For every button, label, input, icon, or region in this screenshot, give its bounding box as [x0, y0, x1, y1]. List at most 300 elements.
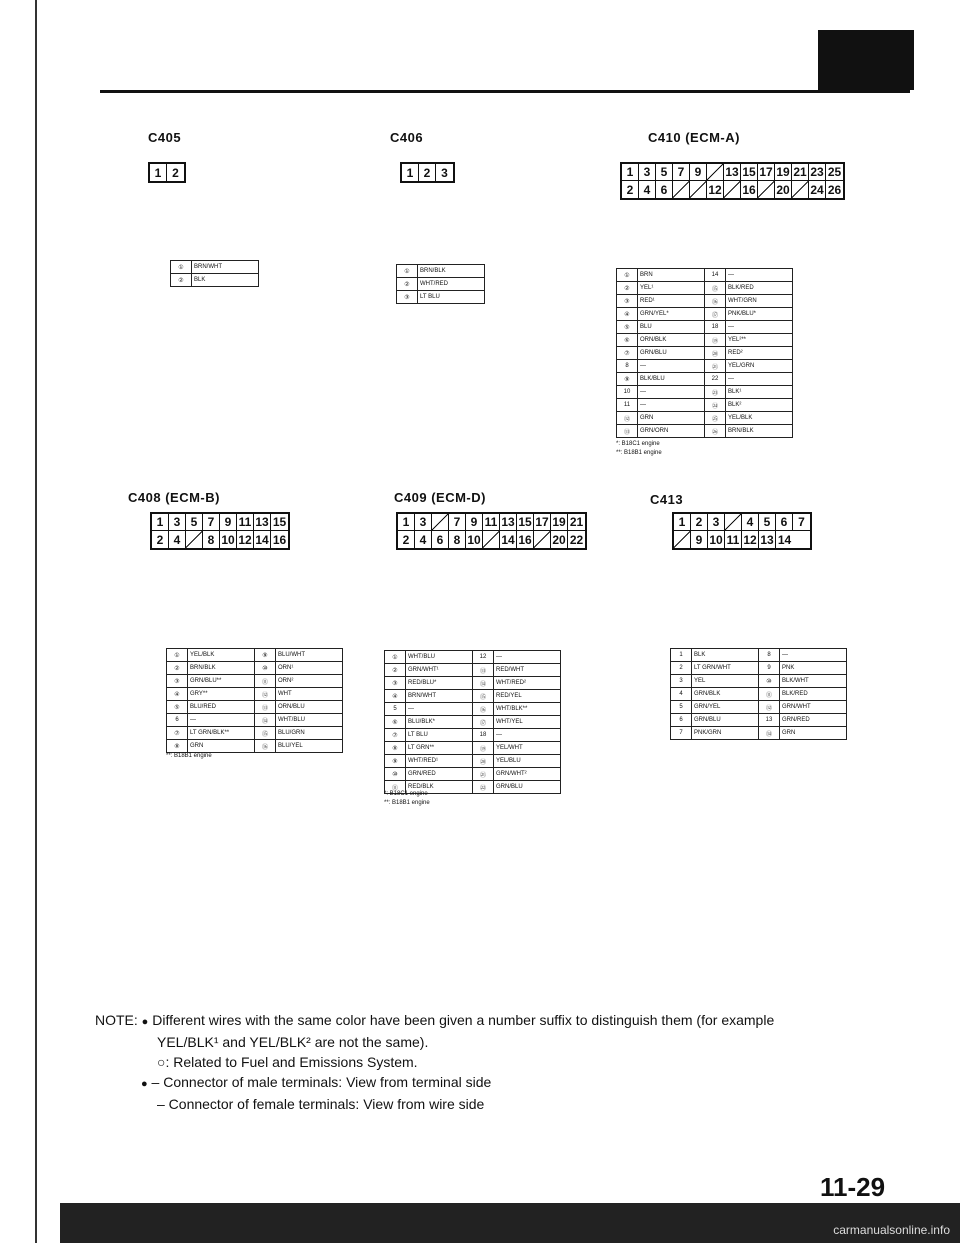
wire-color: PNK/BLU* — [726, 308, 793, 321]
wire-color: RED² — [726, 347, 793, 360]
table-row — [385, 755, 561, 768]
wire-color: WHT/RED¹ — [406, 755, 473, 768]
wire-color: RED/BLK — [406, 781, 473, 794]
terminal-number: ⑯ — [473, 703, 494, 716]
c413-pin: 7 — [793, 514, 810, 531]
table-row — [385, 664, 561, 677]
wire-color: WHT/RED — [418, 278, 485, 291]
wire-color: WHT/YEL — [494, 716, 561, 729]
wire-color: GRN/WHT — [780, 701, 847, 714]
wire-color: BLU/GRN — [276, 727, 343, 740]
terminal-number: ② — [167, 662, 188, 675]
wire-color: YEL/BLK — [726, 412, 793, 425]
c410-pin: 5 — [656, 164, 673, 181]
wire-color: WHT — [276, 688, 343, 701]
terminal-number: ⑯ — [705, 295, 726, 308]
c410-pin — [724, 181, 741, 198]
table-row — [167, 727, 343, 740]
terminal-number: ⑮ — [705, 282, 726, 295]
terminal-number: ⑫ — [255, 688, 276, 701]
wire-color: GRN — [188, 740, 255, 753]
wire-color: — — [494, 729, 561, 742]
terminal-number: ⑭ — [759, 727, 780, 740]
terminal-number: ⑩ — [255, 662, 276, 675]
wire-color: LT BLU — [406, 729, 473, 742]
note-line5: – Connector of female terminals: View from wire side — [157, 1096, 485, 1112]
wire-color: BLU — [638, 321, 705, 334]
c408-pin — [186, 531, 203, 548]
table-row — [171, 274, 259, 287]
note-line3: ○: Related to Fuel and Emissions System. — [157, 1054, 418, 1070]
c410-pin — [673, 181, 690, 198]
wire-color: BRN/BLK — [726, 425, 793, 438]
c410-pin: 26 — [827, 182, 842, 197]
c410-pin — [690, 181, 707, 198]
c410-pin-row — [622, 181, 843, 198]
footer-url: carmanualsonline.info — [833, 1223, 950, 1237]
c408-pin: 4 — [169, 531, 186, 548]
terminal-number: ⑭ — [473, 677, 494, 690]
terminal-number: ㉖ — [705, 425, 726, 438]
c409-notes — [384, 790, 430, 808]
wire-color: — — [780, 649, 847, 662]
wire-color: GRN/ORN — [638, 425, 705, 438]
c405-wire-table — [170, 260, 259, 287]
wire-color: BLU/YEL — [276, 740, 343, 753]
c408-wire-table — [166, 648, 343, 753]
c413-pin: 12 — [742, 531, 759, 548]
table-row — [385, 742, 561, 755]
wire-color: — — [726, 269, 793, 282]
c413-pin: 3 — [708, 514, 725, 531]
terminal-number: ① — [397, 265, 418, 278]
table-row — [671, 701, 847, 714]
c410-pin — [707, 164, 724, 181]
table-row — [617, 425, 793, 438]
terminal-number: ⑥ — [617, 334, 638, 347]
table-row — [671, 727, 847, 740]
table-row — [385, 716, 561, 729]
c409-pin-row — [398, 531, 585, 548]
wire-color: WHT/BLU — [276, 714, 343, 727]
c408-pin: 9 — [220, 514, 237, 531]
terminal-number: ② — [617, 282, 638, 295]
table-row — [397, 291, 485, 304]
table-row — [671, 675, 847, 688]
c408-title: C408 (ECM-B) — [128, 490, 220, 505]
terminal-number: ⑩ — [759, 675, 780, 688]
c409-pin: 20 — [551, 531, 568, 548]
terminal-number: 6 — [671, 714, 692, 727]
c413-connector-face — [672, 512, 812, 550]
c409-wire-table — [384, 650, 561, 794]
terminal-number: ⑫ — [617, 412, 638, 425]
terminal-number: ⑪ — [759, 688, 780, 701]
wire-color: GRN/YEL — [692, 701, 759, 714]
wire-color: YEL/GRN — [726, 360, 793, 373]
terminal-number: 8 — [617, 360, 638, 373]
c406-connector-face — [400, 162, 455, 183]
wire-color: BLK² — [726, 399, 793, 412]
c410-pin: 9 — [690, 164, 707, 181]
wire-color: WHT/BLU — [406, 651, 473, 664]
terminal-number: ⑨ — [385, 755, 406, 768]
table-row — [617, 399, 793, 412]
wire-color: YEL/BLU — [494, 755, 561, 768]
table-row — [397, 278, 485, 291]
terminal-number: ③ — [385, 677, 406, 690]
c410-pin: 23 — [809, 164, 826, 181]
c413-pin: 6 — [776, 514, 793, 531]
c410-title: C410 (ECM-A) — [648, 130, 740, 145]
c410-pin — [792, 181, 809, 198]
wire-color: GRN/WHT¹ — [406, 664, 473, 677]
c406-title: C406 — [390, 130, 424, 145]
table-row — [167, 714, 343, 727]
terminal-number: ㉑ — [705, 360, 726, 373]
c409-pin: 11 — [483, 514, 500, 531]
c413-pin: 10 — [708, 531, 725, 548]
terminal-number: 10 — [617, 386, 638, 399]
terminal-number: ⑧ — [385, 742, 406, 755]
wire-color: GRN — [638, 412, 705, 425]
note-label: NOTE: — [95, 1012, 138, 1028]
c408-pin: 5 — [186, 514, 203, 531]
c406-pin: 3 — [441, 165, 448, 180]
bullet-icon: ● — [141, 1078, 148, 1090]
c408-pin: 2 — [152, 531, 169, 548]
terminal-number: ② — [397, 278, 418, 291]
c409-pin — [432, 514, 449, 531]
binding-edge — [35, 0, 37, 1243]
table-row — [167, 701, 343, 714]
wire-color: LT GRN** — [406, 742, 473, 755]
terminal-number: ⑦ — [385, 729, 406, 742]
wire-color: — — [726, 321, 793, 334]
terminal-number: ⑰ — [473, 716, 494, 729]
c408-pin: 16 — [272, 532, 287, 547]
logo-icon — [818, 30, 914, 90]
table-row — [397, 265, 485, 278]
wire-color: — — [726, 373, 793, 386]
terminal-number: ⑤ — [617, 321, 638, 334]
c408-pin: 11 — [237, 514, 254, 531]
wire-color: BLU/WHT — [276, 649, 343, 662]
terminal-number: ② — [385, 664, 406, 677]
c410-pin: 25 — [827, 165, 842, 179]
wire-color: GRN/BLK — [692, 688, 759, 701]
c410-wire-table — [616, 268, 793, 438]
c413-pin: 2 — [691, 514, 708, 531]
c405-connector-face — [148, 162, 186, 183]
wire-color: GRY** — [188, 688, 255, 701]
c409-pin: 1 — [398, 514, 415, 531]
c410-pin-row — [622, 164, 843, 181]
c410-connector-face — [620, 162, 845, 200]
terminal-number: ㉓ — [705, 386, 726, 399]
wire-color: BLK/RED — [780, 688, 847, 701]
terminal-number: 14 — [705, 269, 726, 282]
table-row — [385, 729, 561, 742]
wire-color: WHT/RED² — [494, 677, 561, 690]
terminal-number: ① — [617, 269, 638, 282]
note-line4: – Connector of male terminals: View from terminal side — [151, 1074, 492, 1090]
terminal-number: ④ — [167, 688, 188, 701]
c409-pin: 17 — [534, 514, 551, 531]
terminal-number: 8 — [759, 649, 780, 662]
c408-pin: 12 — [237, 531, 254, 548]
terminal-number: ② — [171, 274, 192, 287]
c410-pin: 24 — [809, 181, 826, 198]
table-row — [617, 412, 793, 425]
c408-pin: 3 — [169, 514, 186, 531]
c410-pin: 1 — [622, 164, 639, 181]
terminal-number: 5 — [671, 701, 692, 714]
c405-pin: 1 — [150, 164, 167, 181]
table-row — [167, 688, 343, 701]
wire-color: — — [638, 399, 705, 412]
c410-pin: 17 — [758, 164, 775, 181]
table-row — [385, 703, 561, 716]
c405-pin: 2 — [172, 165, 179, 180]
c413-pin: 9 — [691, 531, 708, 548]
c408-pin: 1 — [152, 514, 169, 531]
c413-pin: 11 — [725, 531, 742, 548]
terminal-number: 13 — [759, 714, 780, 727]
table-row — [671, 662, 847, 675]
table-row — [617, 373, 793, 386]
wire-color: WHT/BLK** — [494, 703, 561, 716]
table-row — [167, 649, 343, 662]
c406-pin-row — [402, 164, 453, 181]
table-row — [385, 768, 561, 781]
table-row — [167, 740, 343, 753]
table-row — [617, 308, 793, 321]
table-row — [671, 714, 847, 727]
c409-pin: 7 — [449, 514, 466, 531]
terminal-number: 7 — [671, 727, 692, 740]
c409-pin — [483, 531, 500, 548]
wire-color: YEL/BLK — [188, 649, 255, 662]
wire-color: — — [638, 360, 705, 373]
c410-pin: 21 — [792, 164, 809, 181]
c408-notes — [166, 752, 212, 761]
terminal-number: ⑨ — [617, 373, 638, 386]
c413-pin-row — [674, 531, 810, 548]
terminal-number: ⑬ — [617, 425, 638, 438]
c406-pin: 2 — [419, 164, 436, 181]
wire-color: GRN/YEL* — [638, 308, 705, 321]
terminal-number: ⑳ — [473, 755, 494, 768]
note-line2: YEL/BLK¹ and YEL/BLK² are not the same). — [157, 1034, 429, 1050]
c408-pin: 10 — [220, 531, 237, 548]
terminal-number: ⑨ — [255, 649, 276, 662]
terminal-number: ⑦ — [617, 347, 638, 360]
engine-note: *: B18C1 engine — [616, 441, 660, 447]
terminal-number: ⑥ — [385, 716, 406, 729]
c409-pin: 6 — [432, 531, 449, 548]
c413-wire-table — [670, 648, 847, 740]
table-row — [617, 269, 793, 282]
c410-pin: 12 — [707, 181, 724, 198]
terminal-number: 4 — [671, 688, 692, 701]
c408-pin: 8 — [203, 531, 220, 548]
c413-pin: 1 — [674, 514, 691, 531]
terminal-number: 22 — [705, 373, 726, 386]
c408-pin: 15 — [272, 515, 287, 529]
terminal-number: 9 — [759, 662, 780, 675]
wire-color: ORN² — [276, 675, 343, 688]
c409-pin: 16 — [517, 531, 534, 548]
terminal-number: ⑪ — [255, 675, 276, 688]
wire-color: — — [494, 651, 561, 664]
wire-color: GRN — [780, 727, 847, 740]
c409-pin: 9 — [466, 514, 483, 531]
table-row — [671, 649, 847, 662]
c413-title: C413 — [650, 492, 684, 507]
table-row — [385, 651, 561, 664]
terminal-number: ㉔ — [705, 399, 726, 412]
wire-color: BLK¹ — [726, 386, 793, 399]
footer-band — [60, 1203, 960, 1243]
c410-pin: 6 — [656, 181, 673, 198]
table-row — [167, 662, 343, 675]
c408-pin: 14 — [254, 531, 271, 548]
terminal-number: 3 — [671, 675, 692, 688]
c409-pin: 2 — [398, 531, 415, 548]
wire-color: GRN/BLU** — [188, 675, 255, 688]
c409-pin: 22 — [569, 532, 584, 547]
c410-pin: 4 — [639, 181, 656, 198]
engine-note: *: B18C1 engine — [384, 791, 428, 797]
c409-pin: 19 — [551, 514, 568, 531]
terminal-number: 6 — [167, 714, 188, 727]
wire-color: GRN/BLU — [494, 781, 561, 794]
c410-pin: 3 — [639, 164, 656, 181]
terminal-number: 18 — [705, 321, 726, 334]
wire-color: RED¹ — [638, 295, 705, 308]
wire-color: — — [406, 703, 473, 716]
note-line1: Different wires with the same color have been given a number suffix to distinguish them (for example — [152, 1012, 775, 1028]
wire-color: GRN/RED — [406, 768, 473, 781]
terminal-number: 1 — [671, 649, 692, 662]
wire-color: BRN/BLK — [188, 662, 255, 675]
table-row — [171, 261, 259, 274]
c406-pin: 1 — [402, 164, 419, 181]
wire-color: BLK/RED — [726, 282, 793, 295]
wire-color: YEL/WHT — [494, 742, 561, 755]
c408-pin: 7 — [203, 514, 220, 531]
terminal-number: ⑧ — [167, 740, 188, 753]
c406-wire-table — [396, 264, 485, 304]
terminal-number: ⑳ — [705, 347, 726, 360]
table-row — [617, 347, 793, 360]
wire-color: GRN/WHT² — [494, 768, 561, 781]
bullet-icon: ● — [141, 1016, 149, 1028]
terminal-number: ⑬ — [255, 701, 276, 714]
terminal-number: 5 — [385, 703, 406, 716]
page-number: 11-29 — [820, 1172, 886, 1202]
wire-color: YEL¹ — [638, 282, 705, 295]
terminal-number: 12 — [473, 651, 494, 664]
c409-pin: 21 — [569, 515, 584, 529]
wire-color: ORN/BLU — [276, 701, 343, 714]
c410-pin: 7 — [673, 164, 690, 181]
wire-color: BRN/WHT — [192, 261, 259, 274]
c413-pin: 13 — [759, 531, 776, 548]
c410-notes — [616, 440, 662, 458]
wire-color: RED/YEL — [494, 690, 561, 703]
c408-connector-face — [150, 512, 290, 550]
table-row — [617, 334, 793, 347]
c408-pin-row — [152, 531, 288, 548]
terminal-number: 11 — [617, 399, 638, 412]
wire-color: — — [638, 386, 705, 399]
c409-pin: 8 — [449, 531, 466, 548]
wire-color: BLK/BLU — [638, 373, 705, 386]
wire-color: GRN/BLU — [692, 714, 759, 727]
wire-color: BRN — [638, 269, 705, 282]
engine-note: **: B18B1 engine — [166, 753, 212, 759]
c409-pin: 14 — [500, 531, 517, 548]
engine-note: **: B18B1 engine — [384, 800, 430, 806]
terminal-number: ㉕ — [705, 412, 726, 425]
table-row — [617, 360, 793, 373]
c410-pin — [758, 181, 775, 198]
c409-pin: 13 — [500, 514, 517, 531]
c410-pin: 13 — [724, 164, 741, 181]
wire-color: GRN/BLU — [638, 347, 705, 360]
table-row — [167, 675, 343, 688]
wire-color: LT GRN/WHT — [692, 662, 759, 675]
c409-pin — [534, 531, 551, 548]
wire-color: ORN¹ — [276, 662, 343, 675]
c405-title: C405 — [148, 130, 182, 145]
c409-connector-face — [396, 512, 587, 550]
wire-color: LT GRN/BLK** — [188, 727, 255, 740]
c409-pin: 15 — [517, 514, 534, 531]
terminal-number: ④ — [385, 690, 406, 703]
terminal-number: ⑩ — [385, 768, 406, 781]
terminal-number: ⑲ — [705, 334, 726, 347]
wire-color: BLK/WHT — [780, 675, 847, 688]
wire-color: BLU/RED — [188, 701, 255, 714]
wire-color: WHT/GRN — [726, 295, 793, 308]
wire-color: LT BLU — [418, 291, 485, 304]
wire-color: BRN/BLK — [418, 265, 485, 278]
terminal-number: 2 — [671, 662, 692, 675]
terminal-number: ① — [167, 649, 188, 662]
terminal-number: ⑫ — [759, 701, 780, 714]
terminal-number: ④ — [617, 308, 638, 321]
wire-color: RED/WHT — [494, 664, 561, 677]
c410-pin: 15 — [741, 164, 758, 181]
wire-color: PNK/GRN — [692, 727, 759, 740]
c409-pin: 10 — [466, 531, 483, 548]
table-row — [671, 688, 847, 701]
c405-pin-row — [150, 164, 184, 181]
terminal-number: ⑤ — [167, 701, 188, 714]
wire-color: GRN/RED — [780, 714, 847, 727]
terminal-number: ① — [385, 651, 406, 664]
c409-pin: 4 — [415, 531, 432, 548]
c413-pin-row — [674, 514, 810, 531]
terminal-number: ⑬ — [473, 664, 494, 677]
table-row — [617, 321, 793, 334]
c413-pin: 5 — [759, 514, 776, 531]
c409-pin-row — [398, 514, 585, 531]
c409-title: C409 (ECM-D) — [394, 490, 486, 505]
